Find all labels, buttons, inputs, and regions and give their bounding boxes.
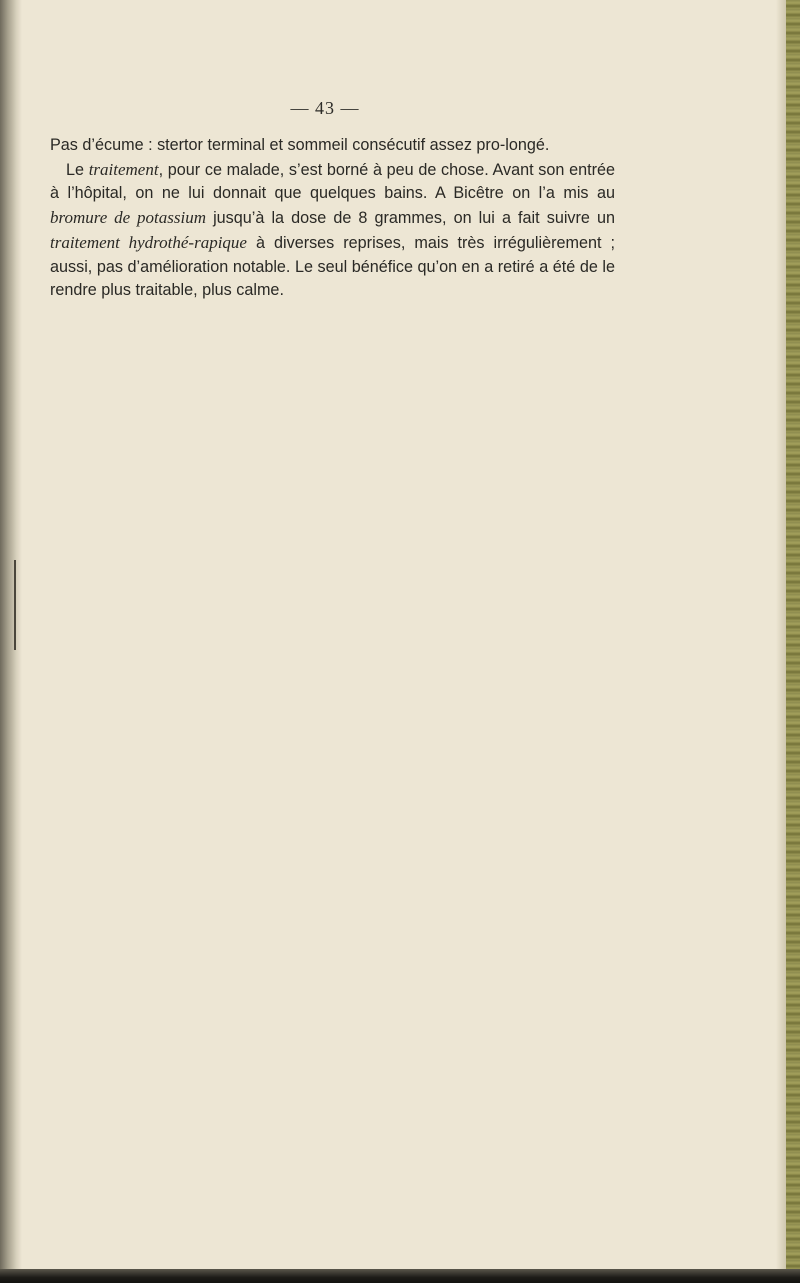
binding-gutter bbox=[0, 0, 22, 1283]
page-number: — 43 — bbox=[290, 98, 360, 118]
paragraph-1 bbox=[50, 134, 615, 158]
gutter-mark bbox=[14, 560, 16, 650]
italic-term-bromure: bromure de potassium bbox=[50, 208, 206, 228]
bottom-edge bbox=[0, 1269, 800, 1283]
paragraph-2-text-b: , pour ce malade, s’est borné à peu de chose. Avant son entrée à l’hôpital, on ne lui donnait que quelques bains. A Bicêtre on l’a mis au bbox=[50, 160, 615, 203]
page-edge-shade bbox=[776, 0, 786, 1283]
italic-term-hydrotherapique: traitement hydrothé-rapique bbox=[50, 232, 247, 252]
paragraph-2-text-a: Le bbox=[66, 160, 89, 179]
paragraph-1-text: Pas d’écume : stertor terminal et sommeil consécutif assez pro-longé. bbox=[50, 136, 550, 154]
body-text bbox=[50, 134, 615, 303]
italic-term-traitement: traitement bbox=[88, 159, 159, 179]
paragraph-2 bbox=[50, 158, 615, 303]
paragraph-2-text-d: à diverses reprises, mais très irrégulièrement ; aussi, pas d’amélioration notable. Le seul bénéfice qu’on en a retiré a été de le rendre plus traitable, plus calme. bbox=[50, 233, 615, 300]
page-stack-edge bbox=[786, 0, 800, 1283]
paragraph-2-text-c: jusqu’à la dose de 8 grammes, on lui a fait suivre un bbox=[205, 209, 615, 228]
